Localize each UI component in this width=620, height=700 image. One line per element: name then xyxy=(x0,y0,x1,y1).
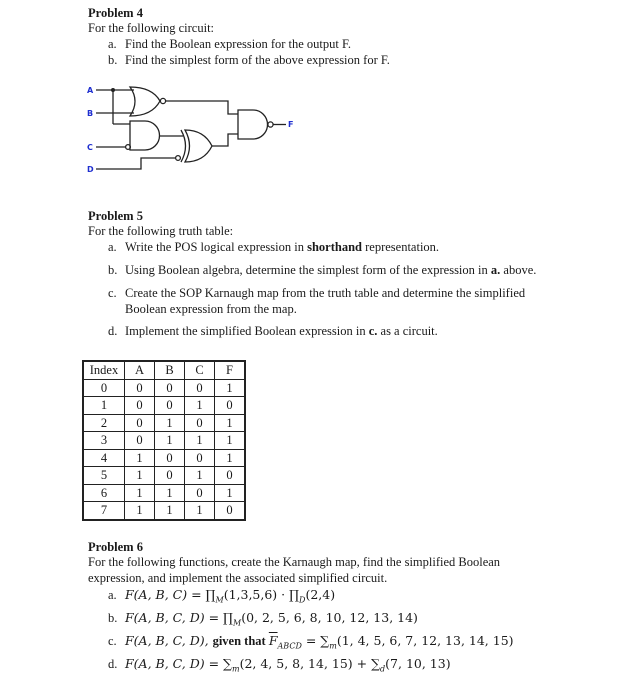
item-bold: c. xyxy=(368,324,378,338)
cell: 1 xyxy=(83,397,125,415)
cell: 1 xyxy=(185,432,215,450)
item-text: Using Boolean algebra, determine the simplest form of the expression in xyxy=(125,263,491,277)
subscript: d xyxy=(380,664,386,674)
problem5-item-c xyxy=(108,286,525,301)
table-row xyxy=(83,467,245,485)
item-label: a. xyxy=(108,37,117,51)
cell: 1 xyxy=(185,502,215,520)
item-text: Write the POS logical expression in xyxy=(125,240,308,254)
term-list: (2,4) xyxy=(305,587,336,602)
cell: 1 xyxy=(125,502,155,520)
term-list: (7, 10, 13) xyxy=(385,656,451,671)
cell: 0 xyxy=(155,449,185,467)
subscript: ABCD xyxy=(277,641,302,651)
cell: 0 xyxy=(125,414,155,432)
item-bold: a. xyxy=(490,263,501,277)
cell: 1 xyxy=(125,484,155,502)
cell: 1 xyxy=(185,467,215,485)
table-row xyxy=(83,379,245,397)
item-label: a. xyxy=(108,588,117,602)
output-label-f: F xyxy=(288,120,294,129)
sum-symbol: ∑ xyxy=(223,656,232,671)
product-symbol: ∏ xyxy=(223,610,233,625)
problem6-item-c xyxy=(108,633,514,651)
problem6-item-d xyxy=(108,656,451,674)
input-label-a: A xyxy=(87,86,94,95)
product-symbol: ∏ xyxy=(289,587,300,602)
junction-dot xyxy=(111,88,115,92)
table-row xyxy=(83,432,245,450)
item-text: Implement the simplified Boolean expression in xyxy=(125,324,369,338)
cell: 1 xyxy=(215,379,246,397)
logic-circuit-diagram xyxy=(0,0,620,200)
item-text: Find the Boolean expression for the output F. xyxy=(125,37,352,51)
item-label: d. xyxy=(108,324,118,338)
cell: 0 xyxy=(215,397,246,415)
header-f: F xyxy=(215,361,246,379)
item-text: representation. xyxy=(362,240,440,254)
cell: 1 xyxy=(155,484,185,502)
input-label-d: D xyxy=(87,165,94,174)
cell: 1 xyxy=(215,484,246,502)
subscript: D xyxy=(299,595,306,605)
given-that-text: given that xyxy=(212,634,269,648)
cell: 0 xyxy=(125,379,155,397)
term-list: (0, 2, 5, 6, 8, 10, 12, 13, 14) xyxy=(241,610,418,625)
table-row xyxy=(83,502,245,520)
table-row xyxy=(83,414,245,432)
cell: 1 xyxy=(215,414,246,432)
subscript: m xyxy=(329,641,337,651)
cell: 0 xyxy=(185,379,215,397)
table-header-row xyxy=(83,361,245,379)
problem6-title: Problem 6 xyxy=(88,540,143,554)
item-label: b. xyxy=(108,611,118,625)
sum-symbol: ∑ xyxy=(320,633,330,648)
function-lhs: F(A, B, C, D), xyxy=(125,633,213,648)
cell: 0 xyxy=(185,414,215,432)
cell: 0 xyxy=(155,467,185,485)
term-list: (2, 4, 5, 8, 14, 15) + xyxy=(239,656,372,671)
input-label-b: B xyxy=(87,109,94,118)
item-label: d. xyxy=(108,657,118,671)
table-row xyxy=(83,397,245,415)
cell: 2 xyxy=(83,414,125,432)
cell: 1 xyxy=(155,502,185,520)
function-lhs: F(A, B, C, D) = xyxy=(125,610,224,625)
cell: 1 xyxy=(155,414,185,432)
cell: 3 xyxy=(83,432,125,450)
problem5-item-a xyxy=(108,240,439,255)
function-lhs: F(A, B, C) = xyxy=(125,587,206,602)
problem5-intro: For the following truth table: xyxy=(88,224,234,238)
problem5-title: Problem 5 xyxy=(88,209,143,223)
input-label-c: C xyxy=(87,143,93,152)
item-label: c. xyxy=(108,286,117,300)
cell: 1 xyxy=(185,397,215,415)
header-c: C xyxy=(185,361,215,379)
cell: 7 xyxy=(83,502,125,520)
problem5-item-b xyxy=(108,263,536,278)
problem6-intro-line1: For the following functions, create the Karnaugh map, find the simplified Boolean xyxy=(88,555,501,569)
subscript: m xyxy=(231,664,240,674)
item-text: above. xyxy=(500,263,537,277)
cell: 1 xyxy=(125,467,155,485)
cell: 4 xyxy=(83,449,125,467)
problem6-item-b xyxy=(108,610,418,628)
cell: 1 xyxy=(155,432,185,450)
item-label: b. xyxy=(108,53,118,67)
function-lhs: F(A, B, C, D) = xyxy=(125,656,224,671)
problem6-item-a xyxy=(108,587,335,605)
item-label: c. xyxy=(108,634,117,648)
table-row xyxy=(83,484,245,502)
problem4-intro: For the following circuit: xyxy=(88,21,215,35)
cell: 0 xyxy=(215,467,246,485)
cell: 1 xyxy=(215,432,246,450)
cell: 0 xyxy=(185,449,215,467)
problem6-intro-line2: expression, and implement the associated simplified circuit. xyxy=(88,571,388,585)
cell: 0 xyxy=(83,379,125,397)
cell: 5 xyxy=(83,467,125,485)
cell: 0 xyxy=(155,379,185,397)
cell: 0 xyxy=(125,432,155,450)
cell: 0 xyxy=(125,397,155,415)
item-label: a. xyxy=(108,240,117,254)
product-symbol: ∏ xyxy=(205,587,216,602)
cell: 1 xyxy=(215,449,246,467)
header-a: A xyxy=(125,361,155,379)
cell: 0 xyxy=(155,397,185,415)
table-row xyxy=(83,449,245,467)
item-bold: shorthand xyxy=(307,240,362,254)
cell: 0 xyxy=(185,484,215,502)
sum-symbol: ∑ xyxy=(371,656,381,671)
header-b: B xyxy=(155,361,185,379)
item-text: Create the SOP Karnaugh map from the truth table and determine the simplified xyxy=(125,286,526,300)
truth-table xyxy=(82,360,246,521)
term-list: (1,3,5,6) · xyxy=(223,587,290,602)
problem5-item-d xyxy=(108,324,438,339)
header-index: Index xyxy=(83,361,125,379)
item-text: Find the simplest form of the above expression for F. xyxy=(125,53,390,67)
item-label: b. xyxy=(108,263,118,277)
subscript: M xyxy=(233,618,242,628)
cell: 6 xyxy=(83,484,125,502)
cell: 0 xyxy=(215,502,246,520)
problem4-title: Problem 4 xyxy=(88,6,143,20)
item-text: as a circuit. xyxy=(377,324,438,338)
problem5-item-c-cont: Boolean expression from the map. xyxy=(125,302,297,316)
f-complement: $\overline{F}$ xyxy=(268,633,278,648)
equals: = xyxy=(301,633,321,648)
subscript: M xyxy=(215,595,224,605)
cell: 1 xyxy=(125,449,155,467)
term-list: (1, 4, 5, 6, 7, 12, 13, 14, 15) xyxy=(336,633,514,648)
